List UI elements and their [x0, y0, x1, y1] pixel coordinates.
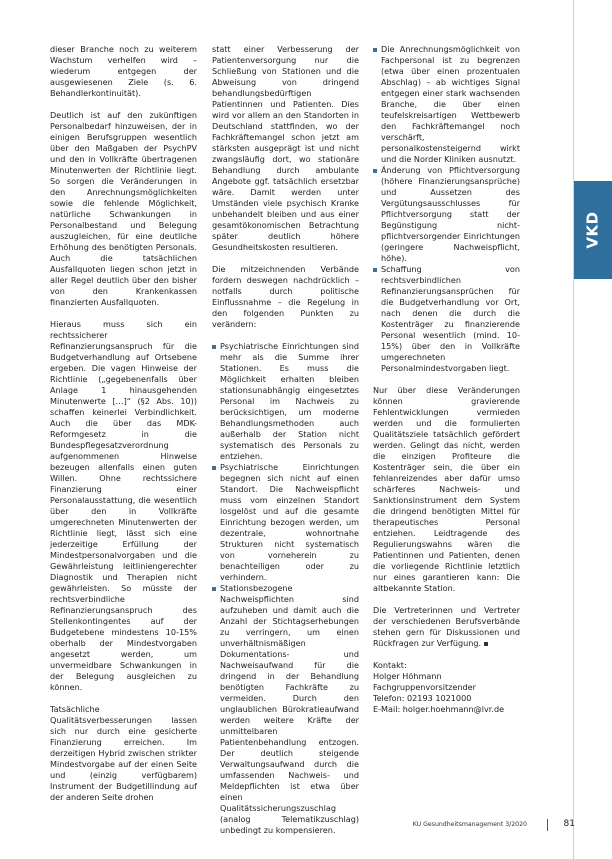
contact-email: E-Mail: holger.hoehmann@lvr.de: [373, 704, 505, 714]
paragraph: Hieraus muss sich ein rechtssicherer Refinanzierungsanspruch für die Budgetverhandlung auf Ortsebene ergeben. Die vagen Hinweise der Richtlinie („gegebenenfalls über Anlage 1 hinausgehenden Minutenwerte […]“ (§2 Abs. 10)) schaffen keinerlei Verbindlichkeit. Auch die über das MDK-Reformgesetz in die Bundespflegesatzverordnung aufgenommenen Hinweise bezeugen allenfalls einen guten Willen. Ohne rechtssichere Finanzierung einer Personalausstattung, die wesentlich über den in Vollkräfte umgerechneten Minutenwerten der Richtlinie liegt, lässt sich eine jederzeitige Erfüllung der Mindestpersonalvorgaben und die Gewährleistung leitliniengerechter Diagnostik und Therapien nicht gewährleisten. So müsste der rechtsverbindliche Refinanzierungsanspruch des Stellenkontingentes auf der Budgetebene mindestens 10-15% oberhalb der Mindestvorgaben angesetzt werden, um unvermeidbare Schwankungen in der Belegung ausgleichen zu können.: [50, 319, 197, 692]
contact-name: Holger Höhmann: [373, 671, 442, 681]
page-number: 81: [563, 819, 575, 829]
paragraph: Deutlich ist auf den zukünftigen Personalbedarf hinzuweisen, der in einigen Berufsgruppen wesentlich über den Maßgaben der PsychPV und den in Vollkräfte übertragenen Minutenwerten der Richtlinie liegt. So sorgen die Veränderungen in den Anrechnungsmöglichkeiten sowie die fehlende Möglichkeit, natürliche Schwankungen in Personalbestand und Belegung auszugleichen, für eine deutliche Erhöhung des benötigten Personals. Auch die tatsächlichen Ausfallquoten liegen schon jetzt in aller Regel deutlich über den bisher von den Krankenkassen finanzierten Ausfallquoten.: [50, 110, 197, 307]
demand-list: [212, 341, 359, 836]
section-tab-label: VKD: [584, 211, 602, 249]
list-item: Psychiatrische Einrichtungen begegnen sich nicht auf einen Standort. Die Nachweispflicht muss vom einzelnen Standort losgelöst und auf die gesamte Einrichtung bezogen werden, um dezentrale, wohnortnahe Strukturen nicht systematisch von vorneherein zu benachteiligen oder zu verhindern.: [212, 462, 359, 583]
paragraph: Nur über diese Veränderungen können gravierende Fehlentwicklungen vermieden werden und die formulierten Qualitätsziele tatsächlich gefördert werden. Gelingt das nicht, werden die einzigen Profiteure die Kostenträger sein, die über ein fehlanreizendes aber dafür umso schärferes Nachweis- und Sanktionsinstrument dem System die dringend benötigten Mittel für therapeutisches Personal entziehen. Leidtragende des Regulierungswahns wären die Patientinnen und Patienten, denen die vorliegende Richtlinie letztlich nur eines garantieren kann: Die altbekannte Station.: [373, 385, 520, 593]
text-column-3: [373, 44, 520, 715]
paragraph: statt einer Verbesserung der Patientenversorgung nur die Schließung von Stationen und die Abweisung von dringend behandlungsbedürftigen Patientinnen und Patienten. Dies wird vor allem an den Standorten in Deutschland stattfinden, wo der Fachkräftemangel schon jetzt am stärksten ausgeprägt ist und nicht zwangsläufig dort, wo stationäre Behandlung durch ambulante Angebote ggf. tatsächlich ersetzbar wäre. Damit werden unter Umständen viele psychisch Kranke unbehandelt bleiben und aus einer gesamtökonomischen Betrachtung später deutlich höhere Gesundheitskosten resultieren.: [212, 44, 359, 252]
contact-block: [373, 660, 520, 715]
text-column-2: [212, 44, 359, 847]
margin-rule: [573, 0, 574, 859]
journal-name: KU Gesundheitsmanagement 3/2020: [412, 821, 527, 828]
list-item: Die Anrechnungsmöglichkeit von Fachpersonal ist zu begrenzen (etwa über einen prozentualen Abschlag) – ab wichtiges Signal entgegen einer stark wachsenden Branche, die über einen teufelskreisartigen Wettbewerb den Fachkräftemangel noch verschärft, personalkostensteigernd wirkt und die Norder Kliniken ausnutzt.: [373, 44, 520, 165]
page-footer: [400, 819, 575, 833]
paragraph: Die mitzeichnenden Verbände fordern deswegen nachdrücklich – notfalls durch politische Einflussnahme – die Regelung in den folgenden Punkten zu verändern:: [212, 264, 359, 329]
closing-text: Die Vertreterinnen und Vertreter der verschiedenen Berufsverbände stehen gern für Diskussionen und Rückfragen zur Verfügung.: [373, 605, 520, 648]
paragraph: [373, 605, 520, 649]
contact-phone: Telefon: 02193 1021000: [373, 693, 472, 703]
contact-role: Fachgruppenvorsitzender: [373, 682, 476, 692]
text-column-1: [50, 44, 197, 814]
demand-list-continued: [373, 44, 520, 374]
paragraph: dieser Branche noch zu weiterem Wachstum verhelfen wird – wiederum entgegen der ausgewiesenen Ziele (s. 6. Behandlerkontinuität).: [50, 44, 197, 98]
list-item: Psychiatrische Einrichtungen sind mehr als die Summe ihrer Stationen. Es muss die Möglichkeit erhalten bleiben stationsunabhängig eingesetztes Personal im Nachweis zu berücksichtigen, um moderne Behandlungsmethoden auch außerhalb der Station nicht systematisch des Personals zu entziehen.: [212, 341, 359, 462]
list-item: Schaffung von rechtsverbindlichen Refinanzierungsansprüchen für die Budgetverhandlung vor Ort, nach denen die durch die Kostenträger zu finanzierende Personal wesentlich (mind. 10-15%) über den in Vollkräfte umgerechneten Personalmindestvorgaben liegt.: [373, 264, 520, 374]
contact-heading: Kontakt:: [373, 660, 407, 670]
end-of-article-mark: [484, 642, 488, 646]
list-item: Stationsbezogene Nachweispflichten sind aufzuheben und damit auch die Anzahl der Stichtagserhebungen zu verringern, um einen unverhältnismäßigen Dokumentations- und Nachweisaufwand für die dringend in der Behandlung benötigten Fachkräfte zu vermeiden. Durch den unglaublichen Bürokratieaufwand werden weitere Kräfte der unmittelbaren Patientenbehandlung entzogen. Der deutlich steigende Verwaltungsaufwand durch die umfassenden Nachweis- und Meldepflichten ist etwa über einen Qualitätssicherungszuschlag (analog Telematikzuschlag) unbedingt zu kompensieren.: [212, 583, 359, 836]
footer-divider: [547, 819, 548, 831]
paragraph: Tatsächliche Qualitätsverbesserungen lassen sich nur durch eine gesicherte Finanzierung erreichen. Im derzeitigen Hybrid zwischen strikter Mindestvorgabe auf der einen Seite und (einzig verfügbarem) Instrument der Budgetillindung auf der anderen Seite drohen: [50, 704, 197, 802]
section-tab: [574, 181, 612, 279]
list-item: Änderung von Pflichtversorgung (höhere Finanzierungsansprüche) und Aussetzen des Vergütungsausschlusses für Pflichtversorgung statt der Begünstigung nicht-pflichtversorgender Einrichtungen (geringere Nachweispflicht, höhe).: [373, 165, 520, 264]
